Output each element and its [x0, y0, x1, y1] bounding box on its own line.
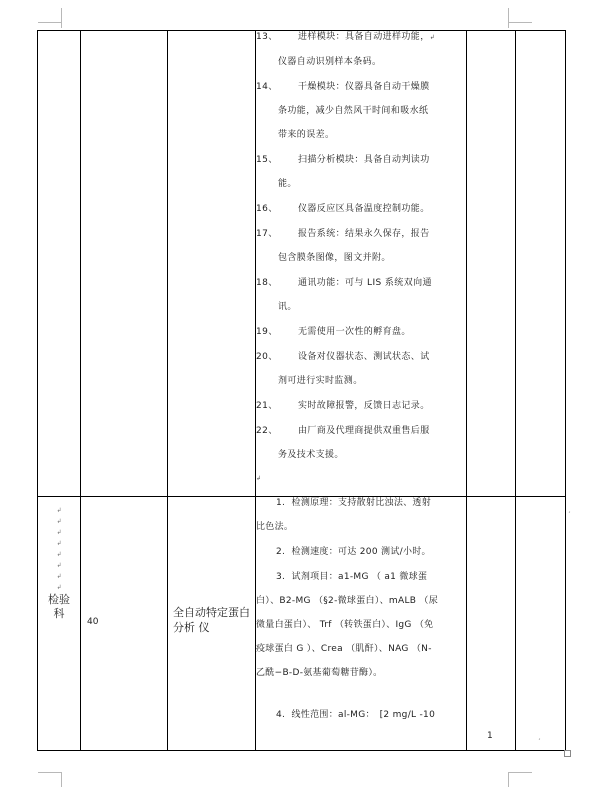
- quantity-cell: [81, 31, 168, 497]
- unit-cell: [467, 497, 516, 751]
- quantity-value: 40: [87, 617, 99, 627]
- spec-cell: [256, 31, 467, 497]
- device-name-cell: [168, 31, 256, 497]
- list-item: 20、 设备对仪器状态、测试状态、试 剂可进行实时监测。: [256, 352, 430, 386]
- dept-cell: [38, 497, 81, 751]
- note-cell: [516, 31, 566, 497]
- list-item: 1. 检测原理：支持散射比浊法、透射 比色法。: [256, 498, 432, 532]
- list-item: 19、 无需使用一次性的孵育盘。: [256, 327, 411, 337]
- crop-mark-br-v: [508, 772, 509, 787]
- paragraph-marks: ↲ ↲ ↲ ↲ ↲ ↲ ↲ ↲: [56, 507, 62, 591]
- list-item: 14、 干燥模块：仪器具备自动干燥膜 条功能，减少自然风干时间和吸水纸 带来的误差。: [256, 82, 430, 140]
- crop-mark-tl-v: [61, 8, 62, 28]
- unit-cell: [467, 31, 516, 497]
- list-item: 16、 仪器反应区具备温度控制功能。: [256, 204, 430, 214]
- crop-mark-bl-h: [38, 772, 62, 773]
- crop-mark-tr-v: [508, 8, 509, 28]
- list-item: 22、 由厂商及代理商提供双重售后服 务及技术支援。: [256, 426, 430, 460]
- count-value: 1: [487, 731, 493, 741]
- paragraph-mark: ↲: [256, 475, 262, 482]
- list-item: 13、 进样模块：具备自动进样功能，↲ 仪器自动识别样本条码。: [256, 32, 436, 67]
- device-name: 全自动特定蛋白分析 仪: [173, 606, 250, 634]
- list-item: 4. 线性范围：al-MG： [2 mg/L -10: [276, 710, 436, 720]
- spec-cell: [256, 497, 467, 751]
- list-item: 21、 实时故障报警，反馈日志记录。: [256, 401, 430, 411]
- list-item: 3. 试剂项目：a1-MG （ a1 微球蛋 白）、B2-MG （§2-微球蛋白）、mALB （尿 微量白蛋白）、 Trf （转铁蛋白）、IgG （免 疫球蛋白 G ）、Crea （肌酐）、NAG （N- 乙酰−B-D-氨基葡萄糖苷酶）。: [256, 572, 438, 678]
- list-item: 17、 报告系统：结果永久保存，报告 包含膜条图像，图文并附。: [256, 229, 430, 263]
- list-item: 2. 检测速度：可达 200 测试/小时。: [276, 547, 431, 557]
- quantity-cell: [81, 497, 168, 751]
- equipment-spec-table: [37, 30, 566, 751]
- dept-cell: [38, 31, 81, 497]
- crop-mark-br-h: [508, 772, 532, 773]
- cell-mark: ¸: [538, 733, 541, 740]
- list-item: 18、 通讯功能：可与 LIS 系统双向通 讯。: [256, 278, 432, 312]
- crop-mark-bl-v: [61, 772, 62, 787]
- table-resize-handle[interactable]: [564, 750, 571, 757]
- table-row: [38, 497, 566, 751]
- list-item: 15、 扫描分析模块：具备自动判读功 能。: [256, 155, 430, 189]
- crop-mark-tl-h: [38, 22, 62, 23]
- department-label: 检验科: [48, 593, 70, 620]
- crop-mark-tr-h: [508, 22, 532, 23]
- note-cell: [516, 497, 566, 751]
- device-name-cell: [168, 497, 256, 751]
- row-end-mark: ¸: [568, 506, 571, 513]
- table-row: [38, 31, 566, 497]
